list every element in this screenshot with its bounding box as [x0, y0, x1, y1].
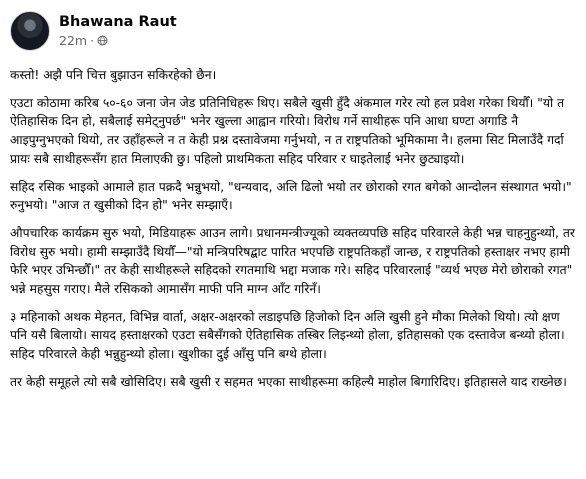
author-name[interactable]: Bhawana Raut	[59, 14, 177, 31]
post-header	[10, 8, 576, 54]
post-time[interactable]: 22m	[59, 32, 88, 48]
post-meta	[59, 14, 177, 47]
post-paragraph: कस्तो! अझै पनि चित्त बुझाउन सकिरहेको छैन।	[10, 68, 217, 82]
post-body	[10, 66, 576, 392]
avatar[interactable]	[10, 11, 50, 51]
post-subline	[59, 33, 177, 48]
post-paragraph: तर केही समूहले त्यो सबै खोसिदिए। सबै खुसी र सहमत भएका साथीहरूमा कहिल्यै माहोल बिगारिदिए। इतिहासले याद राख्नेछ।	[10, 374, 567, 389]
post-paragraph: सहिद रसिक भाइको आमाले हात पक्रदै भन्नुभयो, "धन्यवाद, अलि ढिलो भयो तर छोराको रगत बगेको आन्दोलन संस्थागत भयो।" रुनुभयो। "आज त खुसीको दिन हो" भनेर सम्झाएँ।	[10, 179, 572, 213]
post-paragraph: एउटा कोठामा करिब ५०-६० जना जेन जेड प्रतिनिधिहरू थिए। सबैले खुसी हुँदै अंकमाल गरेर त्यो हल प्रवेश गरेका थियौँ। "यो त ऐतिहासिक दिन हो, सबैलाई समेट्नुपर्छ" भनेर खुल्ला आह्वान गरियो। विरोध गर्ने साथीहरू पनि आधा घण्टा अगाडि नै आइपुग्नुभएको थियो, तर उहाँहरूले न त केही प्रश्न दस्तावेजमा गर्नुभयो, न त राष्ट्रपतिको भूमिकामा नै। हलमा सिट मिलाउँदै गर्दा प्रायः सबै साथीहरूसँग हात मिलाएकी छु। पहिलो प्राथमिकता सहिद परिवार र घाइतेलाई भनेर छुट्याइयो।	[10, 95, 565, 166]
post-paragraph: ३ महिनाको अथक मेहनत, विभिन्न वार्ता, अक्षर-अक्षरको लडाइपछि हिजोको दिन अलि खुसी हुने मौका मिलेको थियो। त्यो क्षण पनि यसै बिलायो। सायद हस्ताक्षरको एउटा सबैसँगको ऐतिहासिक तस्बिर लिइन्थ्यो होला, इतिहासको एक दस्तावेज बन्थ्यो होला। सहिद परिवारले केही भन्नुहुन्थ्यो होला। खुशीका दुई आँसु पनि बग्थे होला।	[10, 309, 565, 362]
post-paragraph: औपचारिक कार्यक्रम सुरु भयो, मिडियाहरू आउन लागे। प्रधानमन्त्रीज्यूको व्यक्तव्यपछि सहिद परिवारले केही भन्न चाहनुहुन्थ्यो, तर विरोध सुरु भयो। हामी सम्झाउँदै थियौँ—"यो मन्त्रिपरिषद्बाट पारित भएपछि राष्ट्रपतिकहाँ जान्छ, र राष्ट्रपतिको हस्ताक्षर नभए हामी फेरि भएर उभिन्छौँ।" तर केही साथीहरूले सहिदको रगतमाथि भद्दा मजाक गरे। सहिद परिवारलाई "व्यर्थ भएछ मेरो छोराको रगत" भन्ने महसुस गराए। मैले रसिकको आमासँग माफी पनि माग्न आँट गरिनँ।	[10, 225, 575, 297]
separator-dot: ·	[90, 32, 95, 48]
globe-icon[interactable]	[97, 35, 108, 46]
